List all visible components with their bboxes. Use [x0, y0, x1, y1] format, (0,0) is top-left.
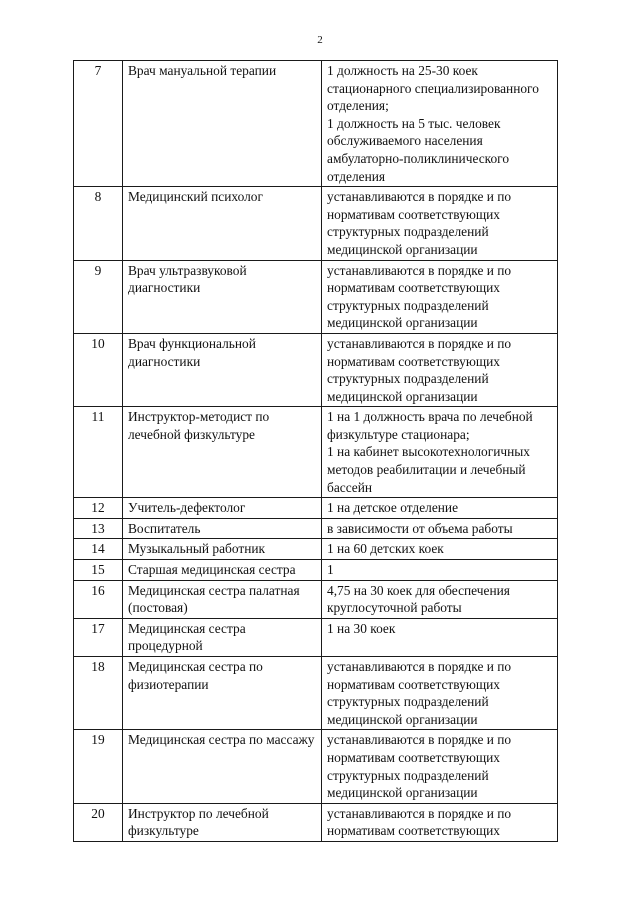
position-name: Медицинская сестра процедурной: [123, 618, 322, 656]
position-name: Медицинская сестра палатная (постовая): [123, 580, 322, 618]
row-number: 14: [74, 539, 123, 560]
staffing-norm: [322, 560, 558, 581]
row-number: 10: [74, 333, 123, 406]
table-row: [74, 187, 558, 260]
position-name: Инструктор по лечебной физкультуре: [123, 803, 322, 841]
row-number: 13: [74, 518, 123, 539]
table-row: [74, 657, 558, 730]
row-number: 8: [74, 187, 123, 260]
row-number: 19: [74, 730, 123, 803]
position-name: Старшая медицинская сестра: [123, 560, 322, 581]
norm-line: 1 на 60 детских коек: [327, 541, 444, 557]
row-number: 12: [74, 498, 123, 519]
table-row: [74, 260, 558, 333]
staffing-norm: [322, 333, 558, 406]
row-number: 7: [74, 61, 123, 187]
staffing-norm: [322, 407, 558, 498]
norm-line: 1: [327, 562, 334, 578]
staffing-table-body: [74, 61, 558, 842]
table-row: [74, 61, 558, 187]
table-row: [74, 730, 558, 803]
table-row: [74, 803, 558, 841]
norm-line: устанавливаются в порядке и по нормативам соответствующих структурных подразделений медицинской организации: [327, 732, 512, 801]
row-number: 18: [74, 657, 123, 730]
staffing-norm: [322, 580, 558, 618]
row-number: 9: [74, 260, 123, 333]
norm-line: устанавливаются в порядке и по нормативам соответствующих структурных подразделений медицинской организации: [327, 659, 512, 727]
table-row: [74, 518, 558, 539]
table-row: [74, 333, 558, 406]
position-name: Врач функциональной диагностики: [123, 333, 322, 406]
position-name: Врач мануальной терапии: [123, 61, 322, 187]
norm-line: устанавливаются в порядке и по нормативам соответствующих структурных подразделений медицинской организации: [327, 262, 512, 331]
table-row: [74, 618, 558, 656]
staffing-norm: [322, 539, 558, 560]
staffing-norm: [322, 498, 558, 519]
norm-line: устанавливаются в порядке и по нормативам соответствующих структурных подразделений медицинской организации: [327, 189, 512, 257]
norm-line: 1 должность на 5 тыс. человек обслуживаемого населения амбулаторно-поликлинического отделения: [327, 115, 510, 184]
norm-line: 1 должность на 25-30 коек стационарного специализированного отделения;: [327, 63, 539, 114]
staffing-norm: [322, 730, 558, 803]
staffing-norm: [322, 61, 558, 187]
staffing-table: [73, 60, 558, 842]
row-number: 11: [74, 407, 123, 498]
norm-line: 1 на 30 коек: [327, 620, 396, 636]
norm-line: 1 на детское отделение: [327, 500, 459, 516]
position-name: Медицинская сестра по физиотерапии: [123, 657, 322, 730]
norm-line: в зависимости от объема работы: [327, 520, 513, 536]
row-number: 17: [74, 618, 123, 656]
norm-line: 1 на 1 должность врача по лечебной физкультуре стационара;: [327, 409, 533, 442]
position-name: Музыкальный работник: [123, 539, 322, 560]
position-name: Инструктор-методист по лечебной физкультуре: [123, 407, 322, 498]
position-name: Врач ультразвуковой диагностики: [123, 260, 322, 333]
staffing-norm: [322, 518, 558, 539]
table-row: [74, 407, 558, 498]
staffing-norm: [322, 260, 558, 333]
page-number: 2: [317, 34, 323, 46]
table-row: [74, 539, 558, 560]
row-number: 20: [74, 803, 123, 841]
staffing-norm: [322, 657, 558, 730]
table-row: [74, 498, 558, 519]
norm-line: 4,75 на 30 коек для обеспечения круглосуточной работы: [327, 582, 510, 616]
norm-line: устанавливаются в порядке и по нормативам соответствующих: [327, 805, 512, 839]
norm-line: 1 на кабинет высокотехнологичных методов реабилитации и лечебный бассейн: [327, 444, 530, 495]
position-name: Медицинская сестра по массажу: [123, 730, 322, 803]
staffing-norm: [322, 803, 558, 841]
position-name: Учитель-дефектолог: [123, 498, 322, 519]
position-name: Медицинский психолог: [123, 187, 322, 260]
table-row: [74, 560, 558, 581]
staffing-norm: [322, 187, 558, 260]
staffing-norm: [322, 618, 558, 656]
position-name: Воспитатель: [123, 518, 322, 539]
row-number: 15: [74, 560, 123, 581]
table-row: [74, 580, 558, 618]
norm-line: устанавливаются в порядке и по нормативам соответствующих структурных подразделений медицинской организации: [327, 335, 512, 404]
row-number: 16: [74, 580, 123, 618]
